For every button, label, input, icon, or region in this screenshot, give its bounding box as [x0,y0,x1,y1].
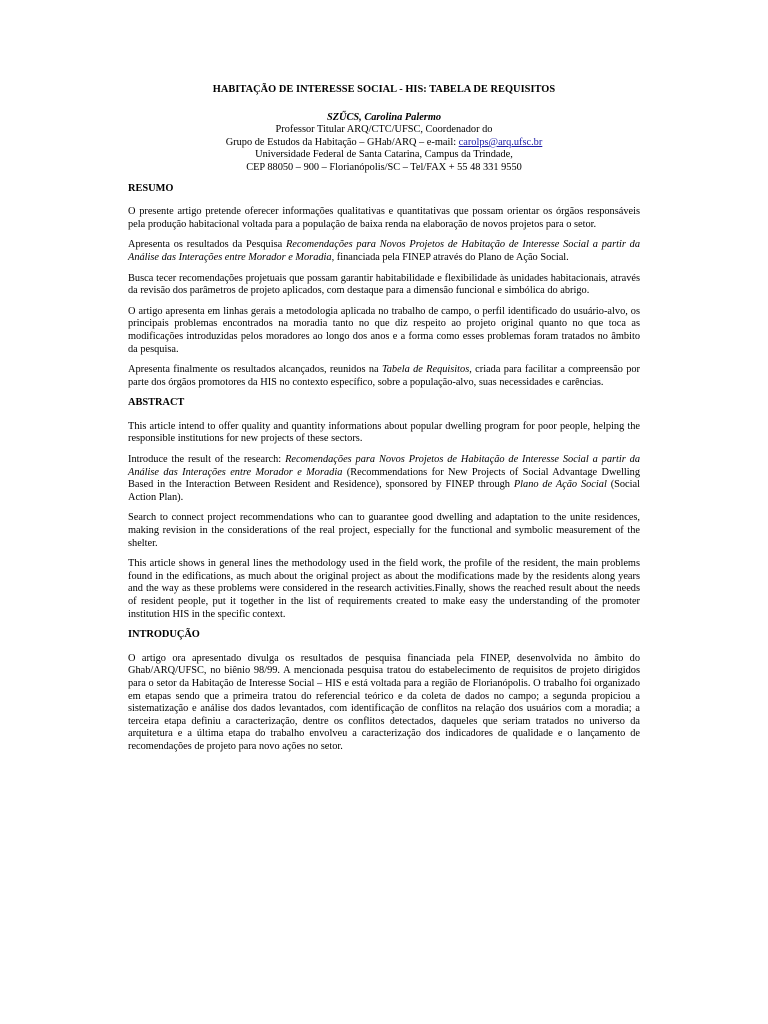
resumo-paragraph-3: Busca tecer recomendações projetuais que possam garantir habitabilidade e flexibilidade às unidades habitacionais, através da revisão dos parâmetros de projeto aplicados, com destaque para a dimensão funcional e simbólica do abrigo. [128,272,640,297]
introducao-heading: INTRODUÇÃO [128,629,200,641]
paper-title: HABITAÇÃO DE INTERESSE SOCIAL - HIS: TABELA DE REQUISITOS [212,84,556,95]
author-affiliation-line-3: Universidade Federal de Santa Catarina, Campus da Trindade, [255,149,513,161]
abstract-paragraph-3: Search to connect project recommendations who can to guarantee good dwelling and adaptation to the unite residences, making revision in the considerations of the real project, especially for the functional and symbolic measurement of the shelter. [128,512,640,549]
author-name: SZŰCS, Carolina Palermo [326,111,442,123]
resumo-p5-text-a: Apresenta finalmente os resultados alcançados, reunidos na [128,364,382,376]
resumo-p2-text-a: Apresenta os resultados da Pesquisa [128,239,286,251]
resumo-p5-italic: Tabela de Requisitos [381,364,470,376]
author-affiliation-line-4: CEP 88050 – 900 – Florianópolis/SC – Tel/FAX + 55 48 331 9550 [246,161,522,173]
author-affiliation-line-2 [128,137,640,150]
abstract-p2-text-a: Introduce the result of the research: [128,454,286,466]
resumo-heading: RESUMO [128,182,174,194]
abstract-p2-text-c: (Social Action Plan). [128,479,640,503]
abstract-paragraph-2 [128,454,640,504]
author-affiliation-line-1: Professor Titular ARQ/CTC/UFSC, Coordenador do [275,124,493,136]
abstract-p2-italic: Recomendações para Novos Projetos de Habitação de Interesse Social a partir da Análise das Interações entre Morador e Moradia [128,454,640,478]
abstract-paragraph-1: This article intend to offer quality and quantity informations about popular dwelling program for poor people, helping the responsible institutions for new projects of these sectors. [128,420,640,445]
resumo-p2-italic: Recomendações para Novos Projetos de Habitação de Interesse Social a partir da Análise das Interações entre Morador e Moradia [128,239,641,263]
resumo-p2-text-b: , financiada pela FINEP através do Plano de Ação Social. [331,251,569,263]
author-affiliation-line-2-text: Grupo de Estudos da Habitação – GHab/ARQ – e-mail: [225,136,459,148]
resumo-paragraph-4: O artigo apresenta em linhas gerais a metodologia aplicada no trabalho de campo, o perfil identificado do usuário-alvo, os principais problemas encontrados na moradia tanto no que diz respeito ao projeto original quanto no que toca as modificações introduzidas pelos moradores ao longo dos anos e a forma como esses problemas foram tratados no âmbito da pesquisa. [128,305,640,355]
abstract-p2-italic-2: Plano de Ação Social [513,479,607,491]
resumo-paragraph-5 [128,364,640,389]
author-block [128,112,640,175]
introducao-paragraph-1: O artigo ora apresentado divulga os resultados de pesquisa financiada pela FINEP, desenvolvida no âmbito do Ghab/ARQ/UFSC, no biênio 98/99. A mencionada pesquisa tratou do estabelecimento de requisitos de projeto dirigidos para o setor da Habitação de Interesse Social – HIS e está voltada para a região de Florianópolis. O trabalho foi organizado em etapas sendo que a primeira tratou do referencial teórico e da coleta de dados no campo; a segunda propiciou a sistematização e análise dos dados levantados, com identificação de conflitos na relação dos usuários com a moradia; a terceira etapa definiu a caracterização, dentre os conflitos detectados, daqueles que seriam tratados no universo da arquitetura e a última etapa do trabalho envolveu a caracterização dos indicadores de qualidade e o lançamento de recomendações de projeto para novo ações no setor. [128,652,640,752]
resumo-p5-text-b: , criada para facilitar a compreensão por parte dos órgãos promotores da HIS no contexto específico, sobre a população-alvo, suas necessidades e carências. [128,364,640,388]
document-body [128,84,640,762]
abstract-p2-text-b: (Recommendations for New Projects of Social Advantage Dwelling Based in the Interaction Between Resident and Residence), sponsored by FINEP through [128,466,640,491]
resumo-paragraph-1: O presente artigo pretende oferecer informações qualitativas e quantitativas que possam orientar os órgãos responsáveis pela produção habitacional voltada para a população de baixa renda na elaboração de novos projetos para o setor. [128,206,640,230]
email-link[interactable]: carolps@arq.ufsc.br [458,136,543,148]
abstract-paragraph-4: This article shows in general lines the methodology used in the field work, the profile of the resident, the main problems found in the edifications, as much about the original project as about the modifications made by the residents along years and the way as these problems were considered in the research activities.Finally, shows the reached result about the needs of resident people, put it together in the list of requirements created to make easy the understanding of the promoter institution HIS in the specific context. [128,558,640,620]
resumo-paragraph-2 [128,239,640,264]
abstract-heading: ABSTRACT [128,397,185,409]
